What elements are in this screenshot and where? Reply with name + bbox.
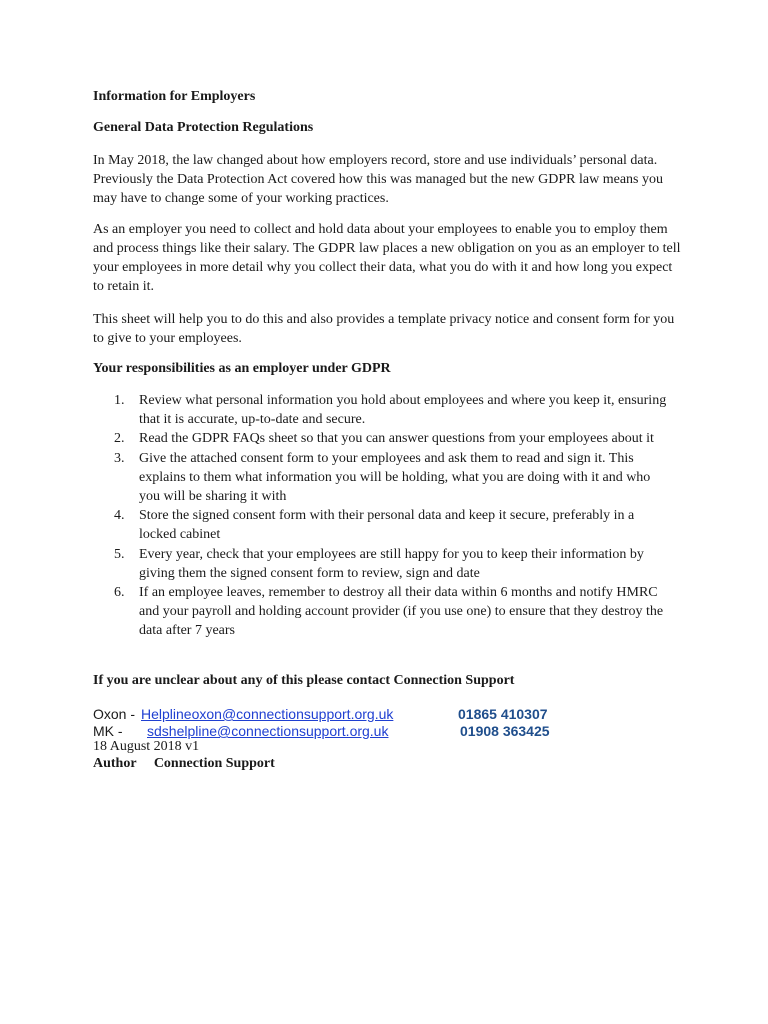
contact-oxon xyxy=(93,706,393,723)
date-version: 18 August 2018 v1 xyxy=(93,739,200,754)
list-item xyxy=(114,429,674,448)
contact-region-label: Oxon - xyxy=(93,706,136,722)
list-item xyxy=(114,583,674,641)
list-item-number: 5. xyxy=(114,546,125,562)
document-title: Information for Employers xyxy=(93,89,256,104)
mk-email-link[interactable]: sdshelpline@connectionsupport.org.uk xyxy=(147,723,389,739)
list-item-text: If an employee leaves, remember to destroy all their data within 6 months and notify HMRC and your payroll and holding account provider (if you use one) to ensure that they destroy the data after 7 years xyxy=(139,585,664,639)
list-item-number: 4. xyxy=(114,508,125,524)
contact-heading: If you are unclear about any of this please contact Connection Support xyxy=(93,673,515,688)
list-item-number: 3. xyxy=(114,450,125,466)
author-label: Author xyxy=(93,756,137,771)
sheet-purpose-paragraph: This sheet will help you to do this and also provides a template privacy notice and consent form for you to give to your employees. xyxy=(93,312,675,346)
responsibilities-heading: Your responsibilities as an employer under GDPR xyxy=(93,361,391,376)
oxon-phone: 01865 410307 xyxy=(458,706,548,722)
list-item xyxy=(114,449,674,507)
list-item-text: Review what personal information you hold about employees and where you keep it, ensuring that it is accurate, up-to-date and secure. xyxy=(139,393,667,428)
list-item-text: Every year, check that your employees are still happy for you to keep their information by giving them the signed consent form to review, sign and date xyxy=(139,546,644,581)
list-item xyxy=(114,391,674,429)
list-item-number: 2. xyxy=(114,431,125,447)
author-line xyxy=(93,756,275,772)
list-item-number: 1. xyxy=(114,393,125,408)
list-item-number: 6. xyxy=(114,585,125,601)
list-item-text: Store the signed consent form with their personal data and keep it secure, preferably in a locked cabinet xyxy=(139,508,635,543)
list-item xyxy=(114,545,674,583)
mk-phone: 01908 363425 xyxy=(460,723,550,739)
contact-mk xyxy=(93,723,388,740)
author-name: Connection Support xyxy=(153,756,275,771)
employer-obligation-paragraph: As an employer you need to collect and hold data about your employees to enable you to employ them and process things like their salary. The GDPR law places a new obligation on you as an employer to tell your employees in more detail why you collect their data, what you do with it and how long you expect to retain it. xyxy=(93,222,681,294)
document-subtitle: General Data Protection Regulations xyxy=(93,120,314,135)
list-item-text: Read the GDPR FAQs sheet so that you can answer questions from your employees about it xyxy=(139,431,654,447)
oxon-email-link[interactable]: Helplineoxon@connectionsupport.org.uk xyxy=(141,706,394,722)
responsibilities-list xyxy=(114,391,674,641)
contact-region-label: MK - xyxy=(93,723,123,739)
list-item xyxy=(114,506,674,544)
intro-paragraph: In May 2018, the law changed about how employers record, store and use individuals’ personal data. Previously the Data Protection Act covered how this was managed but the new GDPR law means you may have to change some of your working practices. xyxy=(93,153,663,206)
list-item-text: Give the attached consent form to your employees and ask them to read and sign it. This explains to them what information you will be holding, what you are doing with it and who you will be sharing it with xyxy=(139,450,651,505)
